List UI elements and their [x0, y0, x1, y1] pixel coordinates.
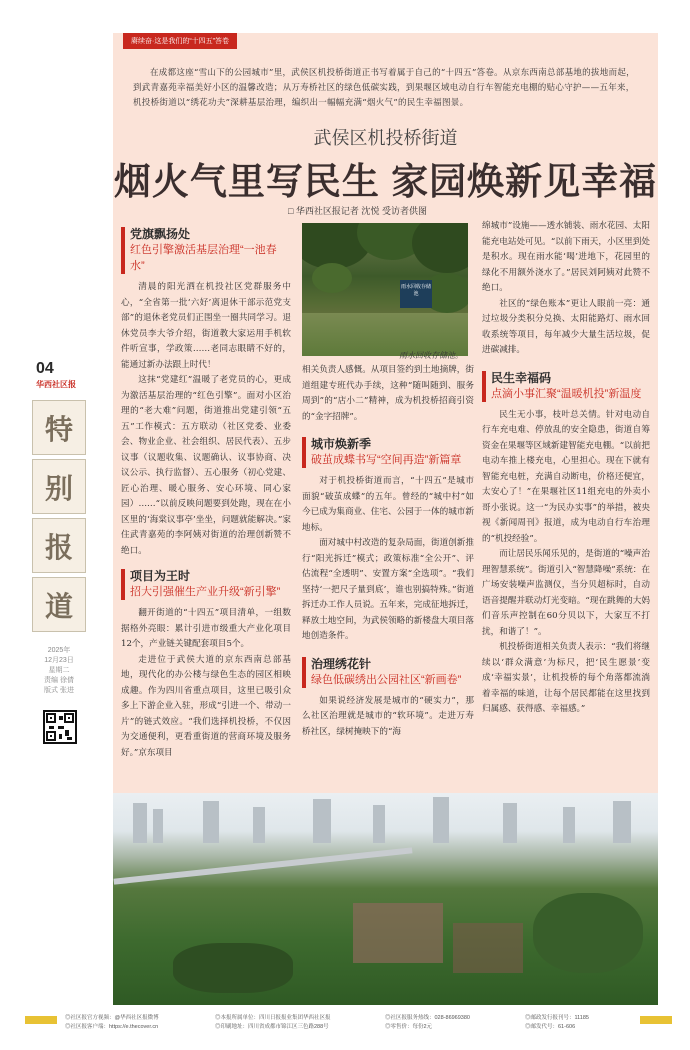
paragraph: 机投桥街道相关负责人表示：“我们将继续以‘群众满意’为标尺，把‘民生愿景’变成‘幸福实景’，让机投桥的每个角落都流淌着幸福的味道，让每个居民都能在这里找到归属感、获得感、幸福感。” [482, 642, 650, 714]
page-number: 04 [36, 360, 54, 377]
special-char: 报 [32, 518, 86, 573]
section-title: 党旗飘扬处 [130, 227, 191, 241]
section-subtitle: 破茧成蝶书写“空间再造”新篇章 [311, 454, 462, 466]
paragraph: 走进位于武侯大道的京东西南总部基地，现代化的办公楼与绿色生态的园区相映成趣。作为四川省重点项目，这里已吸引众多上下游企业入驻，形成“引进一个、带动一片”的链式效应。“我们选择机投桥，不仅因为交通便利，更看重街道的营商环境及服务好。”京东项目 [121, 654, 291, 758]
photo-sign: 雨水回收存储池 [400, 280, 432, 308]
special-char: 别 [32, 459, 86, 514]
section-subtitle: 绿色低碳绣出公园社区“新画卷” [311, 673, 462, 686]
article-panel [113, 33, 658, 1005]
column-1 [121, 219, 291, 761]
paragraph: 绵城市”设施——透水铺装、雨水花园、太阳能充电站处可见。“以前下雨天，小区里到处是积水。现在雨水能‘喝’进地下，花园里的绿化不用额外浇水了。”居民刘阿姨对此赞不绝口。 [482, 221, 650, 293]
date-line: 星期二 [48, 667, 70, 674]
section-heading [121, 569, 291, 600]
footer-line: ◎邮发代号：61-606 [525, 1024, 576, 1030]
section-title: 城市焕新季 [311, 437, 372, 451]
special-char: 道 [32, 577, 86, 632]
footer-line: ◎社区报官方视频：@华西社区报微博 [65, 1015, 159, 1021]
column-3 [482, 219, 650, 718]
footer-line: ◎邮政发行报刊号：11185 [525, 1015, 589, 1021]
footer-col [385, 1014, 470, 1032]
footer-line: ◎本报所属单位：四川日报报业集团华西社区报 [215, 1015, 331, 1021]
special-report-label [32, 400, 86, 632]
rainwater-pool-photo [302, 223, 468, 356]
footer-col [525, 1014, 589, 1032]
section-title: 项目为王时 [130, 569, 191, 583]
paragraph: 这抹“党建红”温暖了老党员的心，更成为激活基层治理的“红色引擎”。面对小区治理的“老大难”问题，街道推出党建引领“五五”工作模式：五方联动（社区党委、业委会、物业企业、社会组织、居民代表）、五步议事（议题收集、议题确认、议事协商、决议公示、执行监督）、五心服务（初心党建、匠心治理、暖心服务、安心环境、同心家园）……“以前反映问题要到处跑，现在在小区里的‘海棠议事亭’坐坐，问题就能解决。”家住武青嘉苑的李阿姨对街道的治理创新赞不绝口。 [121, 375, 291, 556]
byline: □ 华西社区报记者 沈悦 受访者供图 [288, 206, 427, 216]
footer-line: ◎印刷地址：四川省成都市锦江区三色路288号 [215, 1024, 329, 1030]
sidebar [32, 360, 88, 744]
date-line: 2025年 [47, 647, 71, 654]
headline: 烟火气里写民生 家园焕新见幸福 [113, 161, 658, 202]
qr-code-icon[interactable] [43, 710, 77, 744]
section-subtitle: 红色引擎激活基层治理“一池春水” [130, 244, 277, 272]
date-line: 版式 张进 [44, 687, 74, 694]
paragraph: 对于机投桥街道而言，“十四五”是城市面貌“破茧成蝶”的五年。曾经的“城中村”如今已成为集商业、住宅、公园于一体的城市新地标。 [302, 476, 474, 533]
section-heading [302, 437, 474, 468]
special-char: 特 [32, 400, 86, 455]
section-subtitle: 招大引强催生产业升级“新引擎” [130, 586, 281, 598]
paragraph: 社区的“绿色账本”更让人眼前一亮：通过垃圾分类积分兑换、太阳能路灯、雨水回收系统等项目，每年减少大量生活垃圾，促进碳减排。 [482, 298, 650, 355]
footer-line: ◎社区报服务热线：028-86969380 [385, 1015, 470, 1021]
section-heading [302, 657, 474, 688]
paragraph: 民生无小事，枝叶总关情。针对电动自行车充电难、停放乱的安全隐患，街道自筹资金在果堰等区域新建智能充电棚。“以前把电动车推上楼充电，心里担心。现在下就有智能充电桩，充满自动断电，价格还便宜，太安心了！”在果堰社区11组充电的外卖小哥小张说。这一“为民办实事”的举措，被央视《新闻周刊》报道，成为电动自行车治理的“机投经验”。 [482, 409, 650, 544]
paragraph: 而让居民乐闻乐见的，是街道的“噪声治理智慧系统”。街道引入“智慧降噪”系统：在广场安装噪声监测仪，当分贝超标时，自动语音提醒并联动灯光变暗。“现在跳舞的大妈们音乐声控制在60分贝以下，大家互不打扰，和谐了！”。 [482, 549, 650, 637]
date-line: 责编 徐倩 [44, 677, 74, 684]
section-heading [482, 371, 650, 402]
footer-line: ◎社区报客户端：https://e.thecover.cn [65, 1024, 159, 1030]
paragraph: 面对城中村改造的复杂局面，街道创新推行“阳光拆迁”模式；政策标准“全公开”、评估流程“全透明”、安置方案“全选项”。“我们坚持‘一把尺子量到底’，谁也别搞特殊。”街道拆迁办工作人员说。五年来，完成征地拆迁，释放土地空间，为武侯领略的新楼盘大项目落地创造条件。 [302, 538, 474, 641]
section-title: 治理绣花针 [311, 656, 372, 671]
series-tag: 赓续奋·这是我们的“十四五”答卷 [123, 33, 237, 49]
footer-col [215, 1014, 331, 1032]
paper-name: 华西社区报 [36, 380, 76, 389]
paragraph: 如果说经济发展是城市的“硬实力”，那么社区治理就是城市的“软环境”。走进万寿桥社区，绿树掩映下的“海 [302, 695, 474, 737]
footer-line: ◎零售价：每份2元 [385, 1024, 433, 1030]
column-2 [302, 363, 474, 740]
paragraph: 清晨的阳光洒在机投社区党群服务中心，“全省第一批‘六好’离退休干部示范党支部”的退休老党员们正围坐一圈共同学习。退休党员李大爷介绍，街道教大家运用手机软件听宣事，学政策……老同志眼睛不好的，能通过新办法跟上时代！ [121, 282, 291, 370]
footer-col [65, 1014, 159, 1032]
date-line: 12月23日 [44, 657, 74, 664]
paragraph: 相关负责人感慨。从项目签约到土地摘牌，街道组建专班代办手续，这种“随叫随到、服务周到”的“店小二”精神，成为机投桥招商引资的“金字招牌”。 [302, 365, 474, 422]
section-subtitle: 点滴小事汇聚“温暖机投”新温度 [491, 387, 642, 400]
photo-caption: 雨水回收存储池。 [399, 351, 463, 360]
section-heading [121, 227, 291, 274]
subtitle: 武侯区机投桥街道 [313, 128, 458, 148]
issue-date [32, 646, 86, 696]
section-title: 民生幸福码 [491, 370, 552, 385]
intro-paragraph: 在成都这座“雪山下的公园城市”里，武侯区机投桥街道正书写着属于自己的“十四五”答卷。从京东西南总部基地的拔地而起，到武青嘉苑幸福美好小区的温馨改造；从万寿桥社区的绿色低碳实践，到果堰区域电动自行车智能充电棚的贴心守护——五年来，机投桥街道以“绣花功夫”深耕基层治理，编织出一幅幅充满“烟火气”的民生幸福图景。 [133, 68, 635, 108]
paragraph: 翻开街道的“十四五”项目清单，一组数据格外亮眼：累计引进市级重大产业化项目12个，产业链关键配套项目5个。 [121, 608, 291, 649]
footer [25, 1010, 665, 1040]
aerial-city-photo [113, 793, 658, 1005]
